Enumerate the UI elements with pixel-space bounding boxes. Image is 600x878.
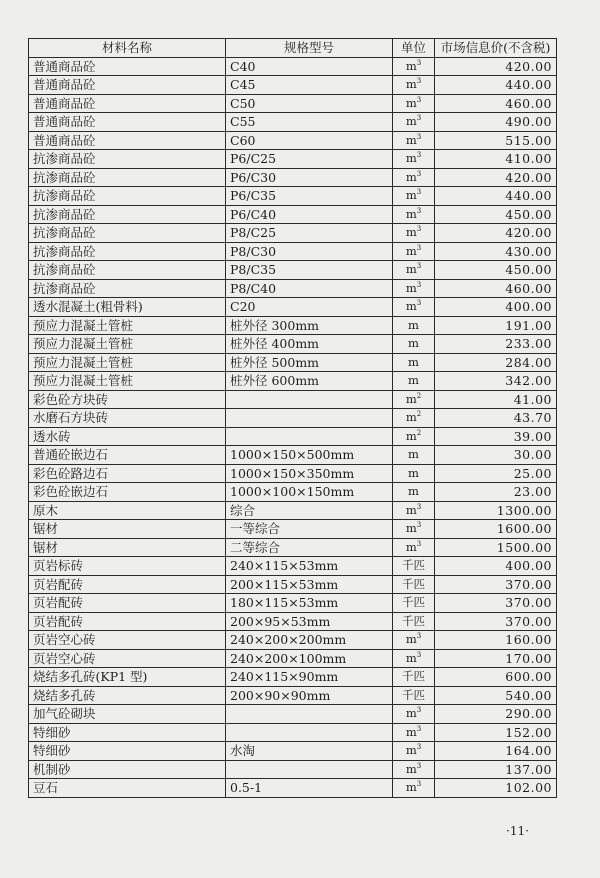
table-row: [29, 242, 557, 261]
material-name-cell: 普通商品砼: [29, 57, 226, 76]
table-row: [29, 427, 557, 446]
spec-model-cell: [226, 723, 393, 742]
unit-exponent: 3: [416, 280, 422, 289]
material-name-cell: 原木: [29, 501, 226, 520]
material-name-cell: 预应力混凝土管桩: [29, 335, 226, 354]
unit-text: m: [405, 280, 417, 295]
unit-text: m: [405, 502, 417, 517]
spec-model-cell: 240×200×200mm: [226, 631, 393, 650]
price-cell: 233.00: [435, 335, 557, 354]
table-row: [29, 446, 557, 465]
unit-cell: [393, 150, 435, 169]
unit-text: m: [405, 132, 417, 147]
unit-text: 千匹: [402, 576, 425, 591]
material-name-cell: 普通砼嵌边石: [29, 446, 226, 465]
table-row: [29, 335, 557, 354]
unit-exponent: 3: [416, 502, 422, 511]
unit-cell: [393, 594, 435, 613]
unit-text: m: [408, 317, 419, 332]
table-row: [29, 298, 557, 317]
material-name-cell: 抗渗商品砼: [29, 279, 226, 298]
price-cell: 160.00: [435, 631, 557, 650]
table-row: [29, 705, 557, 724]
unit-exponent: 3: [416, 780, 422, 789]
table-row: [29, 649, 557, 668]
price-cell: 284.00: [435, 353, 557, 372]
unit-cell: [393, 557, 435, 576]
price-cell: 600.00: [435, 668, 557, 687]
unit-exponent: 3: [416, 169, 422, 178]
material-name-cell: 普通商品砼: [29, 113, 226, 132]
material-name-cell: 透水砖: [29, 427, 226, 446]
unit-text: m: [408, 373, 419, 388]
price-cell: 370.00: [435, 575, 557, 594]
unit-text: m: [405, 539, 417, 554]
price-cell: 370.00: [435, 594, 557, 613]
material-name-cell: 抗渗商品砼: [29, 224, 226, 243]
material-name-cell: 页岩配砖: [29, 612, 226, 631]
table-body: [29, 57, 557, 797]
table-row: [29, 372, 557, 391]
spec-model-cell: 桩外径 300mm: [226, 316, 393, 335]
price-cell: 400.00: [435, 557, 557, 576]
table-row: [29, 538, 557, 557]
unit-text: m: [405, 114, 417, 129]
unit-exponent: 3: [416, 650, 422, 659]
table-row: [29, 316, 557, 335]
material-name-cell: 抗渗商品砼: [29, 187, 226, 206]
spec-model-cell: 一等综合: [226, 520, 393, 539]
spec-model-cell: P8/C35: [226, 261, 393, 280]
table-row: [29, 113, 557, 132]
material-name-cell: 抗渗商品砼: [29, 205, 226, 224]
unit-cell: [393, 168, 435, 187]
spec-model-cell: C55: [226, 113, 393, 132]
table-row: [29, 279, 557, 298]
unit-exponent: 3: [416, 225, 422, 234]
price-cell: 39.00: [435, 427, 557, 446]
material-name-cell: 烧结多孔砖(KP1 型): [29, 668, 226, 687]
unit-cell: [393, 686, 435, 705]
unit-cell: [393, 631, 435, 650]
unit-exponent: 3: [416, 58, 422, 67]
table-row: [29, 390, 557, 409]
material-price-table: [28, 38, 557, 798]
table-row: [29, 94, 557, 113]
unit-cell: [393, 335, 435, 354]
material-name-cell: 烧结多孔砖: [29, 686, 226, 705]
price-cell: 342.00: [435, 372, 557, 391]
unit-text: m: [405, 761, 417, 776]
table-row: [29, 205, 557, 224]
spec-model-cell: 综合: [226, 501, 393, 520]
page-number: ·11·: [506, 824, 529, 838]
unit-exponent: 3: [416, 724, 422, 733]
unit-cell: [393, 94, 435, 113]
unit-text: m: [405, 188, 417, 203]
unit-cell: [393, 113, 435, 132]
unit-exponent: 3: [416, 521, 422, 530]
unit-text: 千匹: [402, 558, 425, 573]
unit-text: m: [405, 650, 417, 665]
price-cell: 410.00: [435, 150, 557, 169]
table-row: [29, 594, 557, 613]
unit-exponent: 3: [416, 539, 422, 548]
material-name-cell: 预应力混凝土管桩: [29, 316, 226, 335]
spec-model-cell: 1000×150×500mm: [226, 446, 393, 465]
material-name-cell: 彩色砼方块砖: [29, 390, 226, 409]
unit-text: m: [405, 243, 417, 258]
unit-text: m: [405, 262, 417, 277]
header-market-price: 市场信息价(不含税): [435, 39, 557, 58]
spec-model-cell: P6/C35: [226, 187, 393, 206]
price-cell: 41.00: [435, 390, 557, 409]
spec-model-cell: P8/C30: [226, 242, 393, 261]
table-header-row: [29, 39, 557, 58]
unit-cell: [393, 279, 435, 298]
unit-text: m: [408, 336, 419, 351]
price-cell: 490.00: [435, 113, 557, 132]
material-name-cell: 抗渗商品砼: [29, 150, 226, 169]
unit-cell: [393, 742, 435, 761]
price-cell: 290.00: [435, 705, 557, 724]
unit-text: m: [408, 447, 419, 462]
material-name-cell: 普通商品砼: [29, 76, 226, 95]
spec-model-cell: 桩外径 600mm: [226, 372, 393, 391]
spec-model-cell: C50: [226, 94, 393, 113]
unit-text: m: [405, 521, 417, 536]
price-cell: 460.00: [435, 279, 557, 298]
unit-text: m: [408, 484, 419, 499]
price-cell: 170.00: [435, 649, 557, 668]
unit-exponent: 2: [416, 428, 422, 437]
unit-exponent: 3: [416, 114, 422, 123]
table-row: [29, 686, 557, 705]
price-cell: 460.00: [435, 94, 557, 113]
spec-model-cell: C45: [226, 76, 393, 95]
unit-cell: [393, 131, 435, 150]
price-cell: 420.00: [435, 57, 557, 76]
table-row: [29, 779, 557, 798]
unit-text: 千匹: [402, 687, 425, 702]
spec-model-cell: [226, 760, 393, 779]
unit-exponent: 2: [416, 391, 422, 400]
material-name-cell: 锯材: [29, 520, 226, 539]
unit-text: m: [405, 743, 417, 758]
unit-exponent: 3: [416, 188, 422, 197]
material-name-cell: 抗渗商品砼: [29, 242, 226, 261]
spec-model-cell: 240×115×90mm: [226, 668, 393, 687]
spec-model-cell: 200×95×53mm: [226, 612, 393, 631]
unit-cell: [393, 575, 435, 594]
table-row: [29, 520, 557, 539]
spec-model-cell: C60: [226, 131, 393, 150]
material-name-cell: 水磨石方块砖: [29, 409, 226, 428]
unit-text: m: [405, 391, 417, 406]
spec-model-cell: P6/C40: [226, 205, 393, 224]
table-row: [29, 760, 557, 779]
price-cell: 420.00: [435, 224, 557, 243]
price-cell: 400.00: [435, 298, 557, 317]
unit-exponent: 3: [416, 299, 422, 308]
unit-exponent: 3: [416, 132, 422, 141]
spec-model-cell: P8/C40: [226, 279, 393, 298]
table-row: [29, 612, 557, 631]
material-name-cell: 页岩标砖: [29, 557, 226, 576]
unit-cell: [393, 298, 435, 317]
price-cell: 420.00: [435, 168, 557, 187]
spec-model-cell: [226, 409, 393, 428]
unit-cell: [393, 464, 435, 483]
unit-text: m: [405, 225, 417, 240]
table-row: [29, 668, 557, 687]
unit-text: m: [405, 724, 417, 739]
unit-text: m: [405, 299, 417, 314]
spec-model-cell: 1000×150×350mm: [226, 464, 393, 483]
header-unit: 单位: [393, 39, 435, 58]
unit-text: m: [405, 632, 417, 647]
table-row: [29, 168, 557, 187]
material-name-cell: 预应力混凝土管桩: [29, 353, 226, 372]
price-cell: 1600.00: [435, 520, 557, 539]
price-cell: 440.00: [435, 187, 557, 206]
price-cell: 43.70: [435, 409, 557, 428]
material-name-cell: 普通商品砼: [29, 94, 226, 113]
material-name-cell: 透水混凝土(粗骨料): [29, 298, 226, 317]
spec-model-cell: 0.5-1: [226, 779, 393, 798]
unit-text: m: [405, 780, 417, 795]
unit-cell: [393, 205, 435, 224]
price-cell: 152.00: [435, 723, 557, 742]
unit-cell: [393, 261, 435, 280]
spec-model-cell: 二等综合: [226, 538, 393, 557]
unit-cell: [393, 224, 435, 243]
price-cell: 30.00: [435, 446, 557, 465]
unit-cell: [393, 760, 435, 779]
table-row: [29, 150, 557, 169]
table-row: [29, 557, 557, 576]
price-cell: 450.00: [435, 205, 557, 224]
unit-cell: [393, 353, 435, 372]
header-spec-model: 规格型号: [226, 39, 393, 58]
unit-text: m: [405, 95, 417, 110]
price-cell: 102.00: [435, 779, 557, 798]
unit-text: 千匹: [402, 669, 425, 684]
material-name-cell: 页岩配砖: [29, 575, 226, 594]
material-name-cell: 特细砂: [29, 723, 226, 742]
material-name-cell: 页岩空心砖: [29, 649, 226, 668]
unit-cell: [393, 409, 435, 428]
unit-text: m: [405, 410, 417, 425]
material-name-cell: 抗渗商品砼: [29, 168, 226, 187]
table-row: [29, 575, 557, 594]
unit-text: m: [405, 428, 417, 443]
material-name-cell: 彩色砼嵌边石: [29, 483, 226, 502]
unit-exponent: 3: [416, 706, 422, 715]
table-row: [29, 631, 557, 650]
unit-cell: [393, 501, 435, 520]
spec-model-cell: P6/C25: [226, 150, 393, 169]
table-row: [29, 57, 557, 76]
price-cell: 515.00: [435, 131, 557, 150]
price-cell: 1300.00: [435, 501, 557, 520]
unit-text: m: [405, 206, 417, 221]
spec-model-cell: 桩外径 500mm: [226, 353, 393, 372]
price-cell: 370.00: [435, 612, 557, 631]
unit-exponent: 3: [416, 151, 422, 160]
unit-cell: [393, 668, 435, 687]
unit-exponent: 3: [416, 206, 422, 215]
unit-cell: [393, 538, 435, 557]
spec-model-cell: 1000×100×150mm: [226, 483, 393, 502]
spec-model-cell: 240×200×100mm: [226, 649, 393, 668]
unit-exponent: 3: [416, 761, 422, 770]
table-row: [29, 483, 557, 502]
price-cell: 191.00: [435, 316, 557, 335]
unit-text: m: [405, 58, 417, 73]
material-name-cell: 彩色砼路边石: [29, 464, 226, 483]
unit-cell: [393, 372, 435, 391]
spec-model-cell: P8/C25: [226, 224, 393, 243]
table-row: [29, 76, 557, 95]
unit-text: m: [408, 465, 419, 480]
unit-text: m: [405, 169, 417, 184]
price-cell: 450.00: [435, 261, 557, 280]
table-row: [29, 353, 557, 372]
material-name-cell: 抗渗商品砼: [29, 261, 226, 280]
unit-text: m: [405, 151, 417, 166]
spec-model-cell: 240×115×53mm: [226, 557, 393, 576]
material-name-cell: 机制砂: [29, 760, 226, 779]
unit-exponent: 3: [416, 243, 422, 252]
material-name-cell: 页岩配砖: [29, 594, 226, 613]
table-row: [29, 131, 557, 150]
unit-cell: [393, 446, 435, 465]
material-name-cell: 普通商品砼: [29, 131, 226, 150]
table-row: [29, 187, 557, 206]
table-row: [29, 224, 557, 243]
spec-model-cell: 桩外径 400mm: [226, 335, 393, 354]
unit-cell: [393, 520, 435, 539]
table-row: [29, 742, 557, 761]
unit-cell: [393, 779, 435, 798]
header-material-name: 材料名称: [29, 39, 226, 58]
price-cell: 137.00: [435, 760, 557, 779]
table-row: [29, 409, 557, 428]
material-name-cell: 预应力混凝土管桩: [29, 372, 226, 391]
unit-cell: [393, 705, 435, 724]
unit-cell: [393, 483, 435, 502]
spec-model-cell: 水淘: [226, 742, 393, 761]
price-cell: 25.00: [435, 464, 557, 483]
price-cell: 23.00: [435, 483, 557, 502]
unit-cell: [393, 242, 435, 261]
price-cell: 540.00: [435, 686, 557, 705]
material-name-cell: 页岩空心砖: [29, 631, 226, 650]
material-name-cell: 豆石: [29, 779, 226, 798]
unit-exponent: 3: [416, 632, 422, 641]
price-cell: 1500.00: [435, 538, 557, 557]
unit-exponent: 3: [416, 77, 422, 86]
price-cell: 440.00: [435, 76, 557, 95]
spec-model-cell: 200×90×90mm: [226, 686, 393, 705]
unit-cell: [393, 316, 435, 335]
table-row: [29, 261, 557, 280]
unit-text: m: [408, 354, 419, 369]
spec-model-cell: 200×115×53mm: [226, 575, 393, 594]
unit-exponent: 3: [416, 95, 422, 104]
unit-cell: [393, 187, 435, 206]
unit-exponent: 2: [416, 410, 422, 419]
material-name-cell: 加气砼砌块: [29, 705, 226, 724]
spec-model-cell: [226, 705, 393, 724]
material-name-cell: 锯材: [29, 538, 226, 557]
table-row: [29, 501, 557, 520]
unit-cell: [393, 427, 435, 446]
spec-model-cell: [226, 427, 393, 446]
spec-model-cell: [226, 390, 393, 409]
unit-cell: [393, 57, 435, 76]
price-cell: 164.00: [435, 742, 557, 761]
table-row: [29, 464, 557, 483]
unit-text: 千匹: [402, 595, 425, 610]
unit-cell: [393, 76, 435, 95]
unit-exponent: 3: [416, 743, 422, 752]
unit-cell: [393, 649, 435, 668]
unit-text: 千匹: [402, 613, 425, 628]
spec-model-cell: C20: [226, 298, 393, 317]
unit-text: m: [405, 706, 417, 721]
unit-exponent: 3: [416, 262, 422, 271]
spec-model-cell: P6/C30: [226, 168, 393, 187]
spec-model-cell: 180×115×53mm: [226, 594, 393, 613]
material-name-cell: 特细砂: [29, 742, 226, 761]
unit-cell: [393, 390, 435, 409]
unit-text: m: [405, 77, 417, 92]
table-row: [29, 723, 557, 742]
spec-model-cell: C40: [226, 57, 393, 76]
unit-cell: [393, 612, 435, 631]
unit-cell: [393, 723, 435, 742]
price-cell: 430.00: [435, 242, 557, 261]
